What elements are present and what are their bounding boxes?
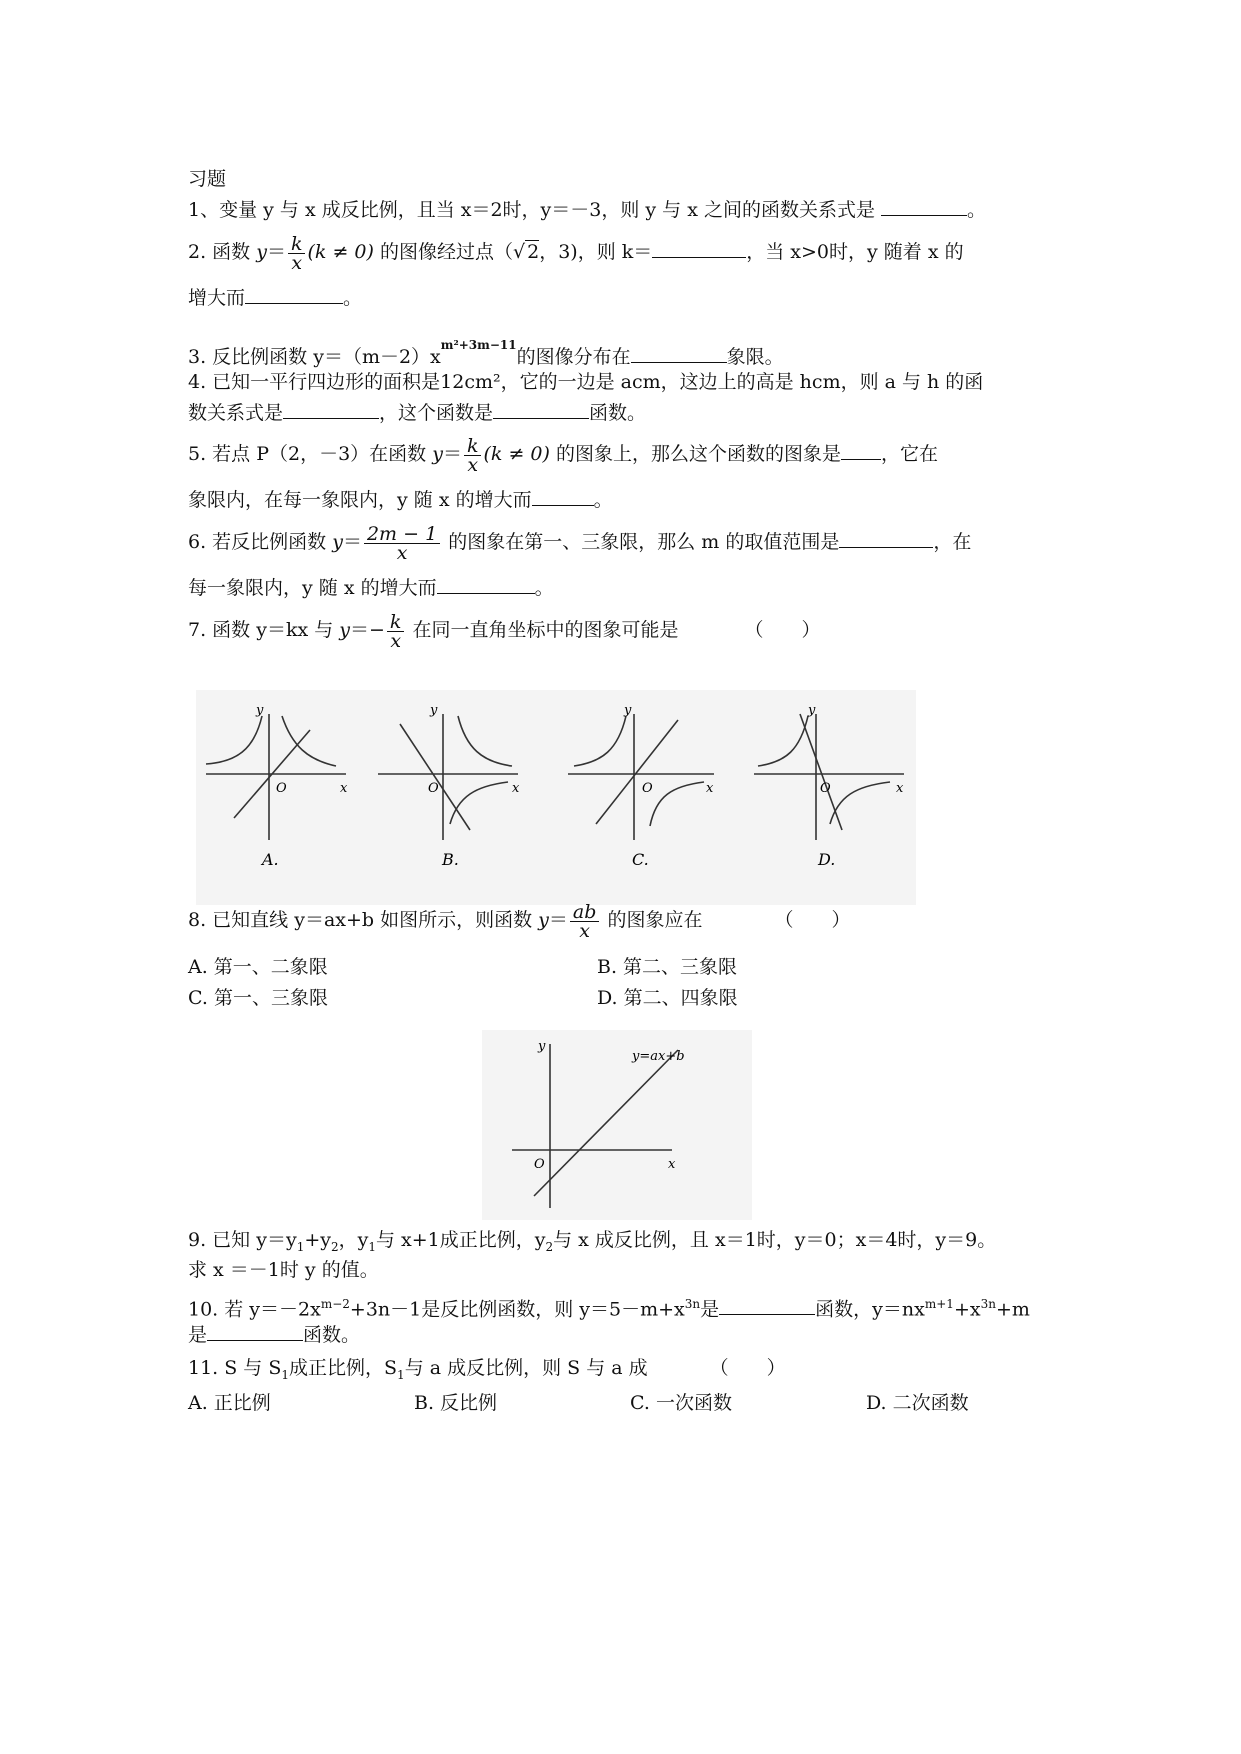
q10-first-blank[interactable] bbox=[719, 1296, 815, 1315]
q10-line2a: 是 bbox=[188, 1324, 208, 1346]
q2-y: y bbox=[256, 241, 267, 263]
q9-part-a: 9. 已知 y＝y bbox=[188, 1229, 297, 1251]
q10-exp2: 3n bbox=[684, 1297, 701, 1311]
q8-denominator: x bbox=[579, 919, 591, 942]
q11-option-a[interactable]: A. 正比例 bbox=[188, 1392, 271, 1414]
q7-mid: 在同一直角坐标中的图象可能是 bbox=[412, 619, 679, 641]
q8-y: y bbox=[538, 909, 549, 931]
q6-mid2: ，在 bbox=[933, 531, 972, 553]
q10-part-b: +3n－1是反比例函数，则 y＝5－m+x bbox=[349, 1298, 685, 1321]
q4-line2c: 函数。 bbox=[589, 402, 647, 424]
q2-mid2: ，3)，则 k＝ bbox=[539, 241, 653, 263]
q11-sub2: 1 bbox=[397, 1367, 405, 1382]
q9-part-e: 与 x 成反比例，且 x＝1时，y＝0；x＝4时，y＝9。 bbox=[553, 1229, 997, 1251]
q10-exp4: 3n bbox=[980, 1297, 996, 1311]
question-10 bbox=[188, 1292, 1030, 1321]
graph-A-origin: O bbox=[276, 781, 287, 796]
q8-origin: O bbox=[534, 1157, 545, 1172]
graph-A-y-label: y bbox=[256, 703, 264, 718]
q10-line2b: 函数。 bbox=[303, 1324, 361, 1346]
graph-B-y-label: y bbox=[430, 703, 438, 718]
q2-mid3: ，当 x>0时，y 随着 x 的 bbox=[746, 241, 964, 263]
q7-numerator: k bbox=[387, 613, 405, 632]
q9-sub3: 1 bbox=[368, 1239, 376, 1254]
graph-B-origin: O bbox=[428, 781, 439, 796]
graph-B-x-label: x bbox=[512, 781, 520, 796]
question-4-line2 bbox=[188, 400, 646, 425]
q11-part-a: 11. S 与 S bbox=[188, 1357, 282, 1379]
q10-second-blank[interactable] bbox=[207, 1322, 303, 1341]
question-10-line2 bbox=[188, 1322, 360, 1347]
q3-end: 象限。 bbox=[726, 346, 784, 368]
graph-D-label: D. bbox=[818, 850, 836, 869]
q8-prefix: 8. 已知直线 y＝ax+b 如图所示，则函数 bbox=[188, 909, 533, 931]
q6-y: y bbox=[332, 531, 343, 553]
q2-mid: 的图像经过点（ bbox=[379, 241, 513, 263]
q6-fraction bbox=[364, 522, 440, 564]
q6-line2: 每一象限内，y 随 x 的增大而 bbox=[188, 577, 437, 599]
q1-answer-blank[interactable] bbox=[881, 197, 967, 216]
q8-option-c[interactable]: C. 第一、三象限 bbox=[188, 987, 328, 1009]
q5-line2: 象限内，在每一象限内，y 随 x 的增大而 bbox=[188, 489, 532, 511]
q11-part-c: 与 a 成反比例，则 S 与 a 成 bbox=[404, 1357, 648, 1379]
q7-denominator: x bbox=[390, 629, 402, 652]
q10-part-f: +m bbox=[995, 1298, 1030, 1321]
graph-D-x-label: x bbox=[896, 781, 904, 796]
q8-line-graph bbox=[482, 1030, 752, 1220]
q2-fraction bbox=[288, 232, 306, 274]
q10-part-a: 10. 若 y＝－2x bbox=[188, 1298, 321, 1321]
q7-prefix: 7. 函数 y＝kx 与 bbox=[188, 619, 334, 641]
q8-y-label: y bbox=[538, 1039, 546, 1054]
q8-option-d[interactable]: D. 第二、四象限 bbox=[597, 987, 738, 1009]
q9-sub1: 1 bbox=[296, 1239, 305, 1254]
q10-part-c: 是 bbox=[700, 1298, 720, 1321]
q1-text: 1、变量 y 与 x 成反比例，且当 x＝2时，y＝－3，则 y 与 x 之间的函数关系式是 bbox=[188, 199, 875, 221]
q2-sqrt: 2 bbox=[527, 241, 540, 263]
q2-end: 。 bbox=[343, 287, 363, 309]
q7-fraction bbox=[387, 610, 405, 652]
q7-paren: （ ） bbox=[744, 619, 821, 641]
question-2: 2. 函数 y＝ $\frac{k}{x}$ (k ≠ 0) 的图像经过点（√ 2，3)，则 k＝ ，当 x>0时，y 随着 x 的 bbox=[188, 232, 964, 274]
q2-prefix: 2. 函数 bbox=[188, 241, 251, 263]
q8-mid: 的图象应在 bbox=[607, 909, 703, 931]
question-8 bbox=[188, 902, 851, 940]
q10-part-e: +x bbox=[953, 1298, 981, 1321]
question-2-line2 bbox=[188, 285, 362, 310]
q3-exponent: m²+3m−11 bbox=[440, 338, 517, 352]
q8-eq: ＝ bbox=[548, 909, 568, 931]
q8-line-label: y=ax+b bbox=[632, 1049, 685, 1064]
q11-part-b: 成正比例，S bbox=[289, 1357, 398, 1379]
q2-eq: ＝ bbox=[266, 241, 286, 263]
q5-mid2: ，它在 bbox=[880, 443, 938, 465]
q8-option-b[interactable]: B. 第二、三象限 bbox=[597, 956, 738, 978]
question-9-line2: 求 x ＝－1时 y 的值。 bbox=[188, 1259, 379, 1281]
q6-trend-blank[interactable] bbox=[437, 575, 535, 594]
q11-sub1: 1 bbox=[281, 1367, 290, 1382]
q11-option-c[interactable]: C. 一次函数 bbox=[630, 1392, 732, 1414]
q2-trend-blank[interactable] bbox=[245, 285, 343, 304]
graph-A-label: A. bbox=[262, 850, 279, 869]
q6-eq: ＝ bbox=[342, 531, 362, 553]
q3-answer-blank[interactable] bbox=[631, 344, 727, 363]
question-6 bbox=[188, 524, 971, 562]
graph-B-label: B. bbox=[442, 850, 459, 869]
q9-part-c: ，y bbox=[338, 1229, 369, 1251]
q8-numerator: ab bbox=[570, 903, 600, 922]
q10-exp1: m−2 bbox=[320, 1297, 350, 1311]
question-6-line2 bbox=[188, 575, 554, 600]
q6-range-blank[interactable] bbox=[839, 529, 933, 548]
q10-part-d: 函数，y＝nx bbox=[815, 1298, 925, 1321]
q11-option-d[interactable]: D. 二次函数 bbox=[866, 1392, 969, 1414]
q9-part-d: 与 x+1成正比例，y bbox=[376, 1229, 546, 1251]
q7-y: y bbox=[339, 619, 350, 641]
exercise-title: 习题 bbox=[188, 168, 227, 190]
q11-paren: （ ） bbox=[709, 1357, 786, 1379]
graph-D-origin: O bbox=[820, 781, 831, 796]
q9-sub4: 2 bbox=[545, 1239, 554, 1254]
question-4: 4. 已知一平行四边形的面积是12cm²，它的一边是 acm，这边上的高是 hcm，则 a 与 h 的函 bbox=[188, 371, 984, 393]
graph-C-origin: O bbox=[642, 781, 653, 796]
question-7 bbox=[188, 612, 821, 650]
graph-A-x-label: x bbox=[340, 781, 348, 796]
q6-denominator: x bbox=[396, 541, 408, 564]
graph-C-y-label: y bbox=[624, 703, 632, 718]
q6-end: 。 bbox=[534, 577, 554, 599]
graph-C-label: C. bbox=[632, 850, 649, 869]
q5-y: y bbox=[432, 443, 443, 465]
question-5 bbox=[188, 436, 938, 474]
q4-type-blank[interactable] bbox=[493, 400, 589, 419]
question-9 bbox=[188, 1228, 996, 1259]
q10-exp3: m+1 bbox=[924, 1297, 954, 1311]
q8-option-a[interactable]: A. 第一、二象限 bbox=[188, 956, 328, 978]
q5-fraction bbox=[464, 434, 482, 476]
q5-numerator: k bbox=[464, 437, 482, 456]
q4-line2b: ，这个函数是 bbox=[379, 402, 494, 424]
q6-numerator: 2m − 1 bbox=[364, 525, 440, 544]
q4-line2a: 数关系式是 bbox=[188, 402, 284, 424]
q2-k-blank[interactable] bbox=[652, 239, 746, 258]
q2-condition: (k ≠ 0) bbox=[307, 241, 374, 263]
question-11 bbox=[188, 1356, 786, 1387]
q5-end: 。 bbox=[593, 489, 613, 511]
q9-part-b: +y bbox=[304, 1229, 331, 1251]
q5-prefix: 5. 若点 P（2，－3）在函数 bbox=[188, 443, 427, 465]
q8-paren: （ ） bbox=[774, 909, 851, 931]
q1-end: 。 bbox=[967, 199, 987, 221]
q5-graph-blank[interactable] bbox=[841, 441, 881, 460]
graph-D-y-label: y bbox=[808, 703, 816, 718]
q8-fraction bbox=[570, 900, 600, 942]
q5-trend-blank[interactable] bbox=[532, 487, 594, 506]
q7-graphs-figure bbox=[196, 690, 916, 905]
q2-denominator: x bbox=[291, 251, 303, 274]
q5-condition: (k ≠ 0) bbox=[483, 443, 550, 465]
q6-mid: 的图象在第一、三象限，那么 m 的取值范围是 bbox=[448, 531, 840, 553]
q2-line2: 增大而 bbox=[188, 287, 246, 309]
question-5-line2 bbox=[188, 487, 613, 512]
q8-figure-background bbox=[482, 1030, 752, 1220]
q5-eq: ＝ bbox=[442, 443, 462, 465]
q11-option-b[interactable]: B. 反比例 bbox=[414, 1392, 498, 1414]
q9-sub2: 2 bbox=[330, 1239, 339, 1254]
q8-x-label: x bbox=[668, 1157, 676, 1172]
q2-numerator: k bbox=[288, 235, 306, 254]
question-3 bbox=[188, 330, 784, 372]
graph-C-x-label: x bbox=[706, 781, 714, 796]
q6-prefix: 6. 若反比例函数 bbox=[188, 531, 327, 553]
q7-eq: ＝− bbox=[350, 619, 385, 641]
figure-background bbox=[196, 690, 916, 905]
q4-relation-blank[interactable] bbox=[283, 400, 379, 419]
question-1 bbox=[188, 197, 986, 222]
q5-denominator: x bbox=[467, 453, 479, 476]
q3-prefix: 3. 反比例函数 y＝（m－2）x bbox=[188, 346, 441, 368]
q5-mid: 的图象上，那么这个函数的图象是 bbox=[555, 443, 841, 465]
q3-mid: 的图像分布在 bbox=[516, 346, 631, 368]
